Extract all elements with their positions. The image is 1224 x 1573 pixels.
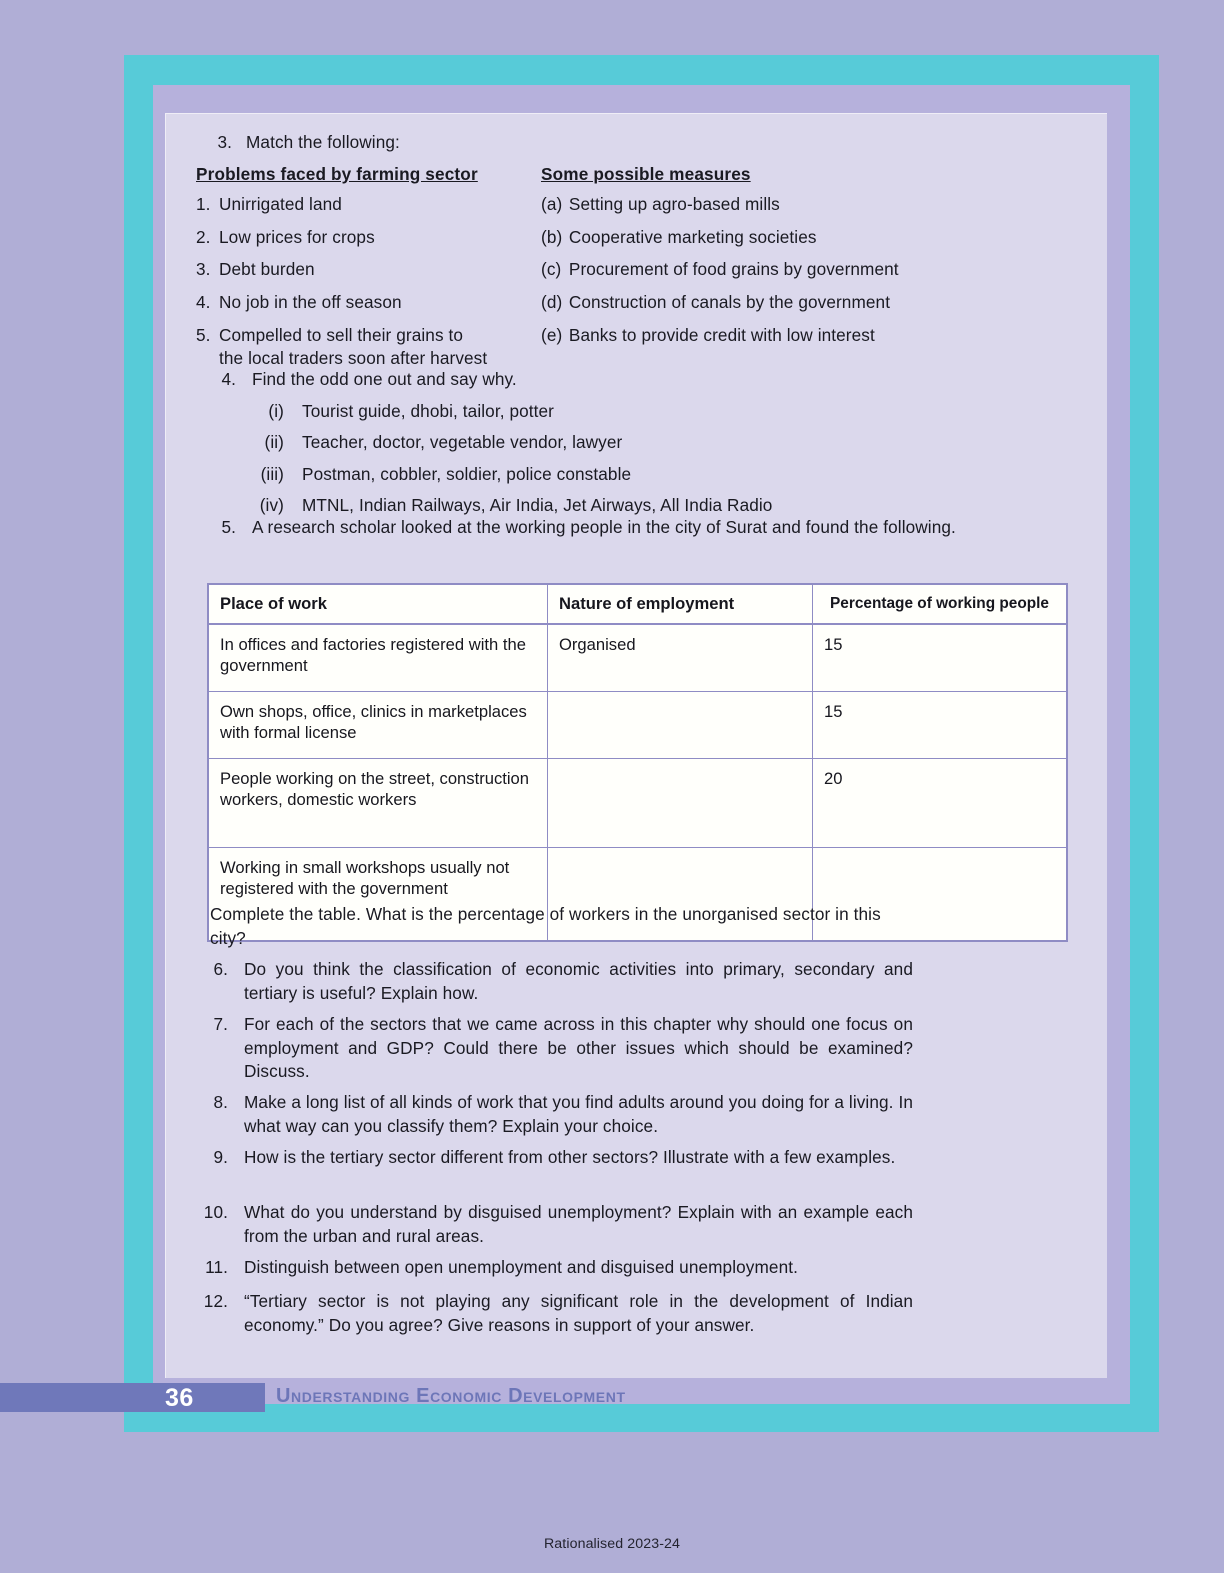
match-right-heading: Some possible measures [541,164,751,184]
question-4-option [240,494,880,516]
match-right-text: Construction of canals by the government [568,292,891,313]
table-header-place-of-work: Place of work [209,585,548,625]
match-left-text: Debt burden [219,259,315,280]
question-7-text: For each of the sectors that we came across in this chapter why should one focus on employment and GDP? Could there be other issues which should be examined? Discuss. [244,1014,913,1082]
cell-place-of-work: People working on the street, construction workers, domestic workers [209,759,548,848]
match-right-text: Setting up agro-based mills [568,193,780,214]
option-text: Teacher, doctor, vegetable vendor, lawyer [302,432,623,453]
table-row [209,625,1066,692]
question-11-number: 11. [205,1257,228,1277]
match-left-text: Compelled to sell their grains to [219,325,464,346]
question-5-number: 5. [221,517,236,537]
question-8 [190,1091,913,1138]
cell-place-of-work: Working in small workshops usually not registered with the government [209,848,548,940]
match-left-marker: 1. [196,193,211,214]
table-row [209,759,1066,848]
question-5-prompt: A research scholar looked at the working people in the city of Surat and found the following. [252,517,956,537]
match-left-item [196,226,541,248]
question-7-number: 7. [213,1014,228,1034]
match-right-marker: (b) [541,226,563,247]
cell-percentage[interactable]: 15 [813,625,1066,692]
match-left-item [196,291,541,313]
question-9-number: 9. [213,1147,228,1167]
match-right-text: Banks to provide credit with low interest [568,325,875,346]
table-header-percentage: Percentage of working people [813,585,1066,625]
complete-the-table-note: Complete the table. What is the percentage of workers in the unorganised sector in this city? [210,904,881,948]
question-3-prompt: Match the following: [246,132,400,152]
match-left-heading: Problems faced by farming sector [196,164,478,184]
question-3-heading [198,131,400,154]
table-row [209,692,1066,759]
cell-place-of-work: In offices and factories registered with the government [209,625,548,692]
footer-book-title: Understanding Economic Development [276,1385,626,1407]
option-text: Postman, cobbler, soldier, police constable [302,463,632,484]
match-right-text: Cooperative marketing societies [568,226,817,247]
cell-nature-of-employment[interactable]: Organised [548,625,813,692]
match-left-marker: 4. [196,292,211,313]
cell-place-of-work: Own shops, office, clinics in marketplaces with formal license [209,692,548,759]
question-4-options [240,400,880,525]
question-4-prompt: Find the odd one out and say why. [252,369,517,389]
match-right-marker: (e) [541,325,563,346]
table-header-nature-of-employment: Nature of employment [548,585,813,625]
question-9 [190,1146,913,1170]
match-left-marker: 2. [196,226,211,247]
question-8-number: 8. [213,1092,228,1112]
question-11 [190,1256,913,1280]
match-right-item [541,258,1061,280]
match-left-item [196,193,541,215]
question-10-text: What do you understand by disguised unemployment? Explain with an example each from the urban and rural areas. [244,1202,913,1246]
question-12 [190,1290,913,1337]
match-right-item [541,324,1061,346]
question-4-option [240,400,880,422]
cell-percentage[interactable]: 15 [813,692,1066,759]
question-4-option [240,463,880,485]
match-left-item [196,258,541,280]
question-6 [190,958,913,1005]
match-right-marker: (a) [541,193,563,214]
question-12-number: 12. [203,1291,228,1311]
question-5 [198,516,958,540]
match-right-item [541,291,1061,313]
page-number: 36 [165,1384,194,1412]
question-4 [198,368,958,392]
working-people-table [207,583,1068,942]
page-number-bar [0,1383,265,1412]
question-9-text: How is the tertiary sector different from other sectors? Illustrate with a few examples. [244,1147,896,1167]
match-right-marker: (d) [541,292,563,313]
question-4-number: 4. [221,369,236,389]
question-10 [190,1201,913,1248]
match-right-text: Procurement of food grains by government [568,259,899,280]
match-left-item [196,324,541,369]
question-8-text: Make a long list of all kinds of work that you find adults around you doing for a living. In what way can you classify them? Explain your choice. [244,1092,913,1136]
question-7 [190,1013,913,1084]
match-left-text: Unirrigated land [219,193,342,214]
cell-nature-of-employment[interactable] [548,692,813,759]
table-header-row [209,585,1066,625]
match-left-marker: 3. [196,259,211,280]
match-left-text: No job in the off season [219,292,402,313]
question-11-text: Distinguish between open unemployment and disguised unemployment. [244,1257,798,1277]
cell-percentage[interactable]: 20 [813,759,1066,848]
match-left-text: Low prices for crops [219,226,375,247]
match-right-item [541,226,1061,248]
question-10-number: 10. [203,1202,228,1222]
match-left-text-continued: the local traders soon after harvest [219,347,488,368]
match-left-marker: 5. [196,325,211,346]
question-12-text: “Tertiary sector is not playing any significant role in the development of Indian economy.” Do you agree? Give reasons in support of your answer. [244,1291,913,1335]
question-3-number: 3. [217,132,232,152]
cell-nature-of-employment[interactable] [548,759,813,848]
question-6-number: 6. [213,959,228,979]
option-marker: (iii) [260,463,284,484]
match-right-item [541,193,1061,215]
match-column-problems [196,163,541,379]
option-marker: (ii) [264,432,284,453]
match-the-following-block [196,163,1076,379]
option-marker: (iv) [259,495,284,516]
option-text: Tourist guide, dhobi, tailor, potter [302,401,555,421]
option-text: MTNL, Indian Railways, Air India, Jet Airways, All India Radio [302,495,773,516]
option-marker: (i) [268,401,284,421]
match-column-measures [541,163,1061,357]
question-6-text: Do you think the classification of economic activities into primary, secondary and tertiary is useful? Explain how. [244,959,913,1003]
question-4-option [240,431,880,453]
rationalised-note: Rationalised 2023-24 [543,1536,681,1552]
match-right-marker: (c) [541,259,562,280]
